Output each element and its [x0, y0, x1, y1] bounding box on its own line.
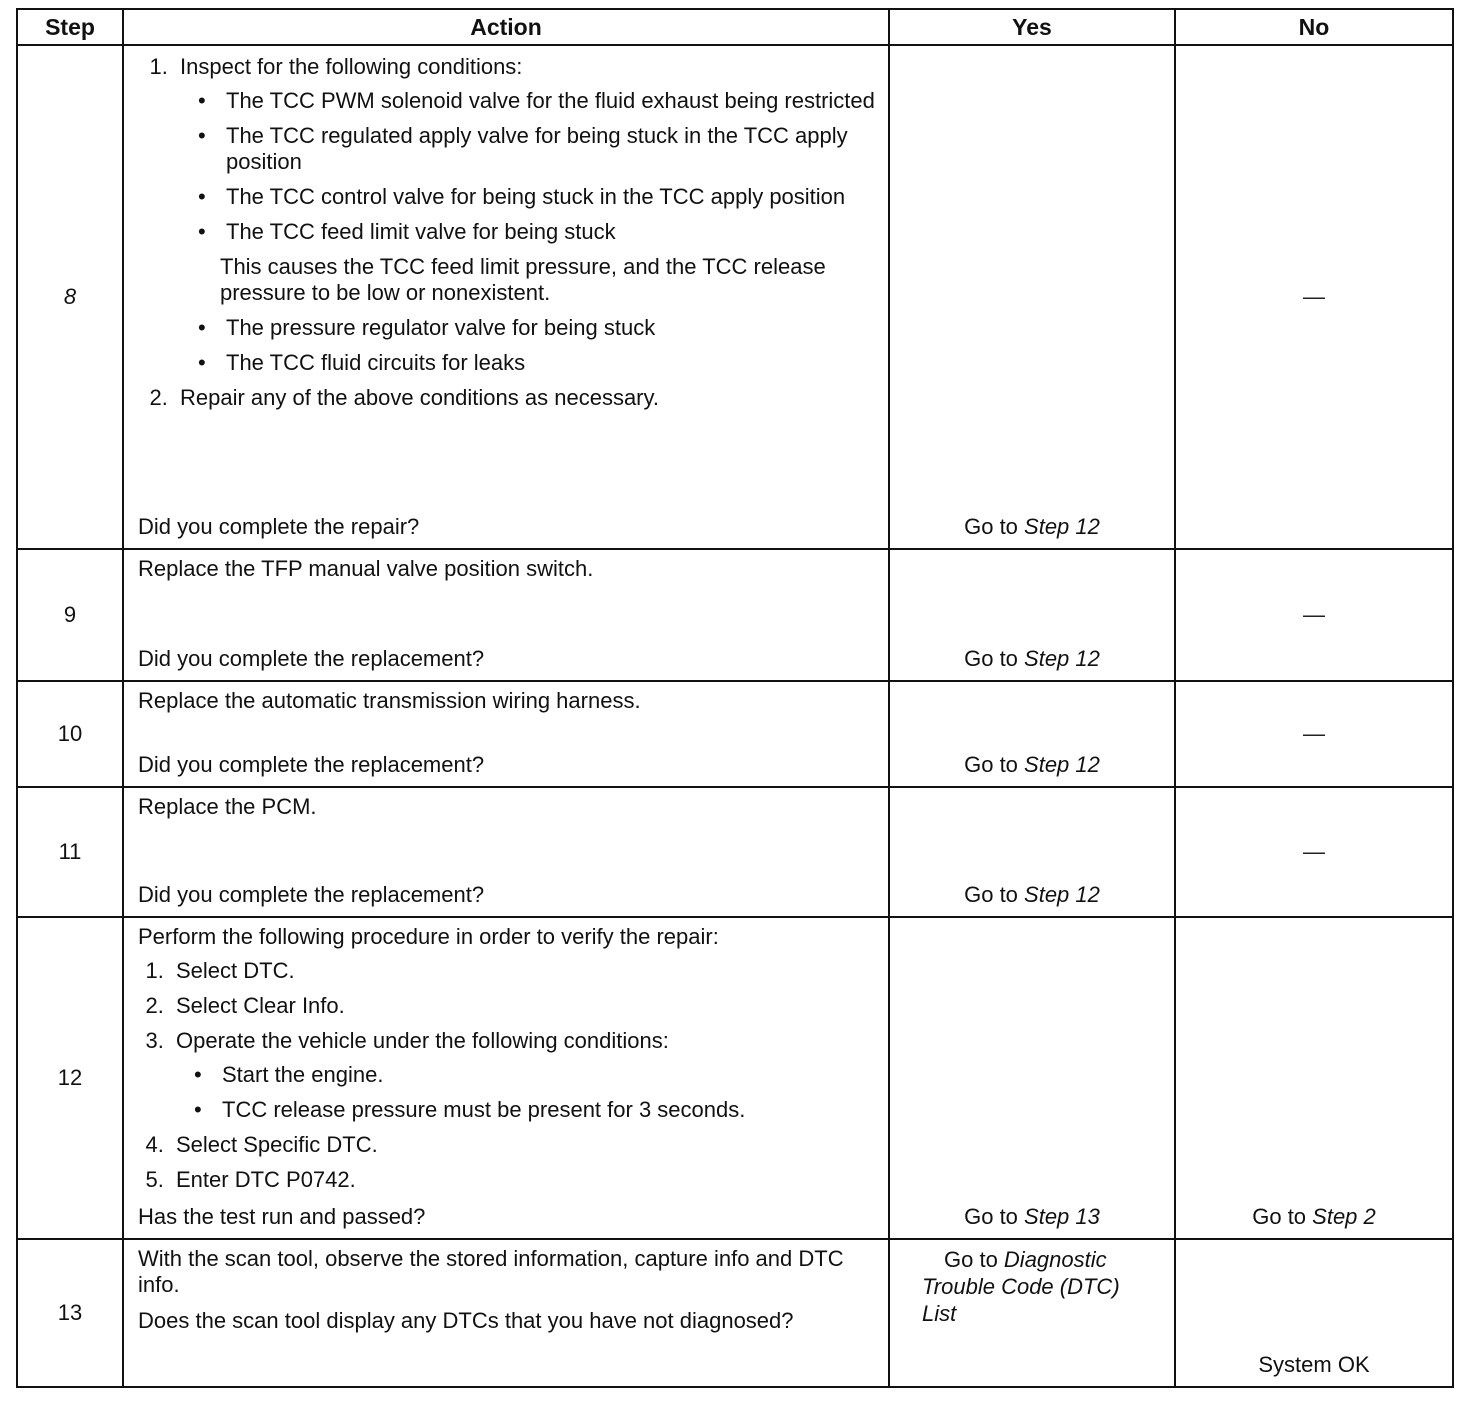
list-item: 3. Operate the vehicle under the following conditions: • Start the engine. • TCC release pressure must be present for 3 seconds. — [170, 1028, 876, 1123]
no-value: — — [1303, 602, 1325, 627]
action-cell — [123, 1239, 889, 1387]
list-item: 4. Select Specific DTC. — [170, 1132, 876, 1158]
step-number: 11 — [17, 787, 123, 917]
header-no: No — [1175, 9, 1453, 45]
header-row — [17, 9, 1453, 45]
yes-cell — [889, 45, 1175, 549]
step-number: 13 — [17, 1239, 123, 1387]
yes-link[interactable]: Go to Diagnostic Trouble Code (DTC) List — [922, 1247, 1120, 1326]
question-text: Did you complete the repair? — [138, 514, 420, 539]
table-row — [17, 1239, 1453, 1387]
yes-cell — [889, 1239, 1175, 1387]
list-item: 2. Repair any of the above conditions as necessary. — [174, 385, 876, 411]
table-row — [17, 917, 1453, 1239]
table-row — [17, 45, 1453, 549]
list-item: • The TCC feed limit valve for being stuck — [220, 219, 876, 245]
action-text: Replace the TFP manual valve position switch. — [138, 556, 594, 581]
question-text: Did you complete the replacement? — [138, 752, 485, 777]
step-number: 12 — [17, 917, 123, 1239]
step-number: 9 — [17, 549, 123, 681]
action-text: Perform the following procedure in order to verify the repair: — [138, 924, 719, 949]
question-text: Did you complete the replacement? — [138, 882, 485, 907]
action-cell — [123, 549, 889, 681]
table-row — [17, 549, 1453, 681]
no-cell — [1175, 45, 1453, 549]
yes-link[interactable]: Go to Step 12 — [964, 646, 1100, 671]
yes-cell — [889, 787, 1175, 917]
list-item: • The TCC control valve for being stuck in the TCC apply position — [220, 184, 876, 210]
yes-link[interactable]: Go to Step 12 — [964, 752, 1100, 777]
action-cell — [123, 787, 889, 917]
no-cell — [1175, 549, 1453, 681]
list-item: • The TCC PWM solenoid valve for the fluid exhaust being restricted — [220, 88, 876, 114]
yes-link[interactable]: Go to Step 12 — [964, 882, 1100, 907]
header-step: Step — [17, 9, 123, 45]
note-text: This causes the TCC feed limit pressure, and the TCC release pressure to be low or nonexistent. — [220, 254, 826, 305]
list-item: • The TCC fluid circuits for leaks — [220, 350, 876, 376]
action-text: With the scan tool, observe the stored information, capture info and DTC info. — [138, 1246, 844, 1297]
list-item: 1. Select DTC. — [170, 958, 876, 984]
yes-link[interactable]: Go to Step 12 — [964, 514, 1100, 539]
table-row — [17, 681, 1453, 787]
no-cell — [1175, 787, 1453, 917]
action-text: Replace the automatic transmission wiring harness. — [138, 688, 641, 713]
list-item: 1. Inspect for the following conditions: • The TCC PWM solenoid valve for the fluid exhaust being restricted • The TCC regulated apply valve for being stuck in the TCC apply position • The TCC control valve for being stuck in the TCC apply position • The TCC feed limit valve for being stuck This causes the TCC feed limit pressure, and the TCC release pressure to be low or nonexistent. • The pressure regulator valve for being stuck • The TCC fluid circuits for leaks — [174, 54, 876, 376]
action-cell — [123, 681, 889, 787]
action-cell — [123, 45, 889, 549]
list-item: 2. Select Clear Info. — [170, 993, 876, 1019]
list-item: • TCC release pressure must be present for 3 seconds. — [216, 1097, 876, 1123]
step-number: 10 — [17, 681, 123, 787]
list-item: • Start the engine. — [216, 1062, 876, 1088]
yes-cell — [889, 549, 1175, 681]
header-yes: Yes — [889, 9, 1175, 45]
question-text: Does the scan tool display any DTCs that you have not diagnosed? — [138, 1308, 794, 1333]
no-cell — [1175, 681, 1453, 787]
no-link[interactable]: Go to Step 2 — [1252, 1204, 1376, 1229]
no-value: — — [1303, 721, 1325, 746]
list-item: • The pressure regulator valve for being stuck — [220, 315, 876, 341]
header-action: Action — [123, 9, 889, 45]
diagnostic-table — [16, 8, 1454, 1388]
action-cell — [123, 917, 889, 1239]
action-text: Replace the PCM. — [138, 794, 317, 819]
yes-cell — [889, 917, 1175, 1239]
question-text: Did you complete the replacement? — [138, 646, 485, 671]
no-cell — [1175, 1239, 1453, 1387]
question-text: Has the test run and passed? — [138, 1204, 426, 1229]
list-item: 5. Enter DTC P0742. — [170, 1167, 876, 1193]
step-number: 8 — [17, 45, 123, 549]
list-item: • The TCC regulated apply valve for being stuck in the TCC apply position — [220, 123, 876, 175]
table-row — [17, 787, 1453, 917]
no-value: — — [1303, 839, 1325, 864]
yes-link[interactable]: Go to Step 13 — [964, 1204, 1100, 1229]
yes-cell — [889, 681, 1175, 787]
no-value: — — [1303, 284, 1325, 309]
no-cell — [1175, 917, 1453, 1239]
no-value: System OK — [1258, 1352, 1370, 1377]
